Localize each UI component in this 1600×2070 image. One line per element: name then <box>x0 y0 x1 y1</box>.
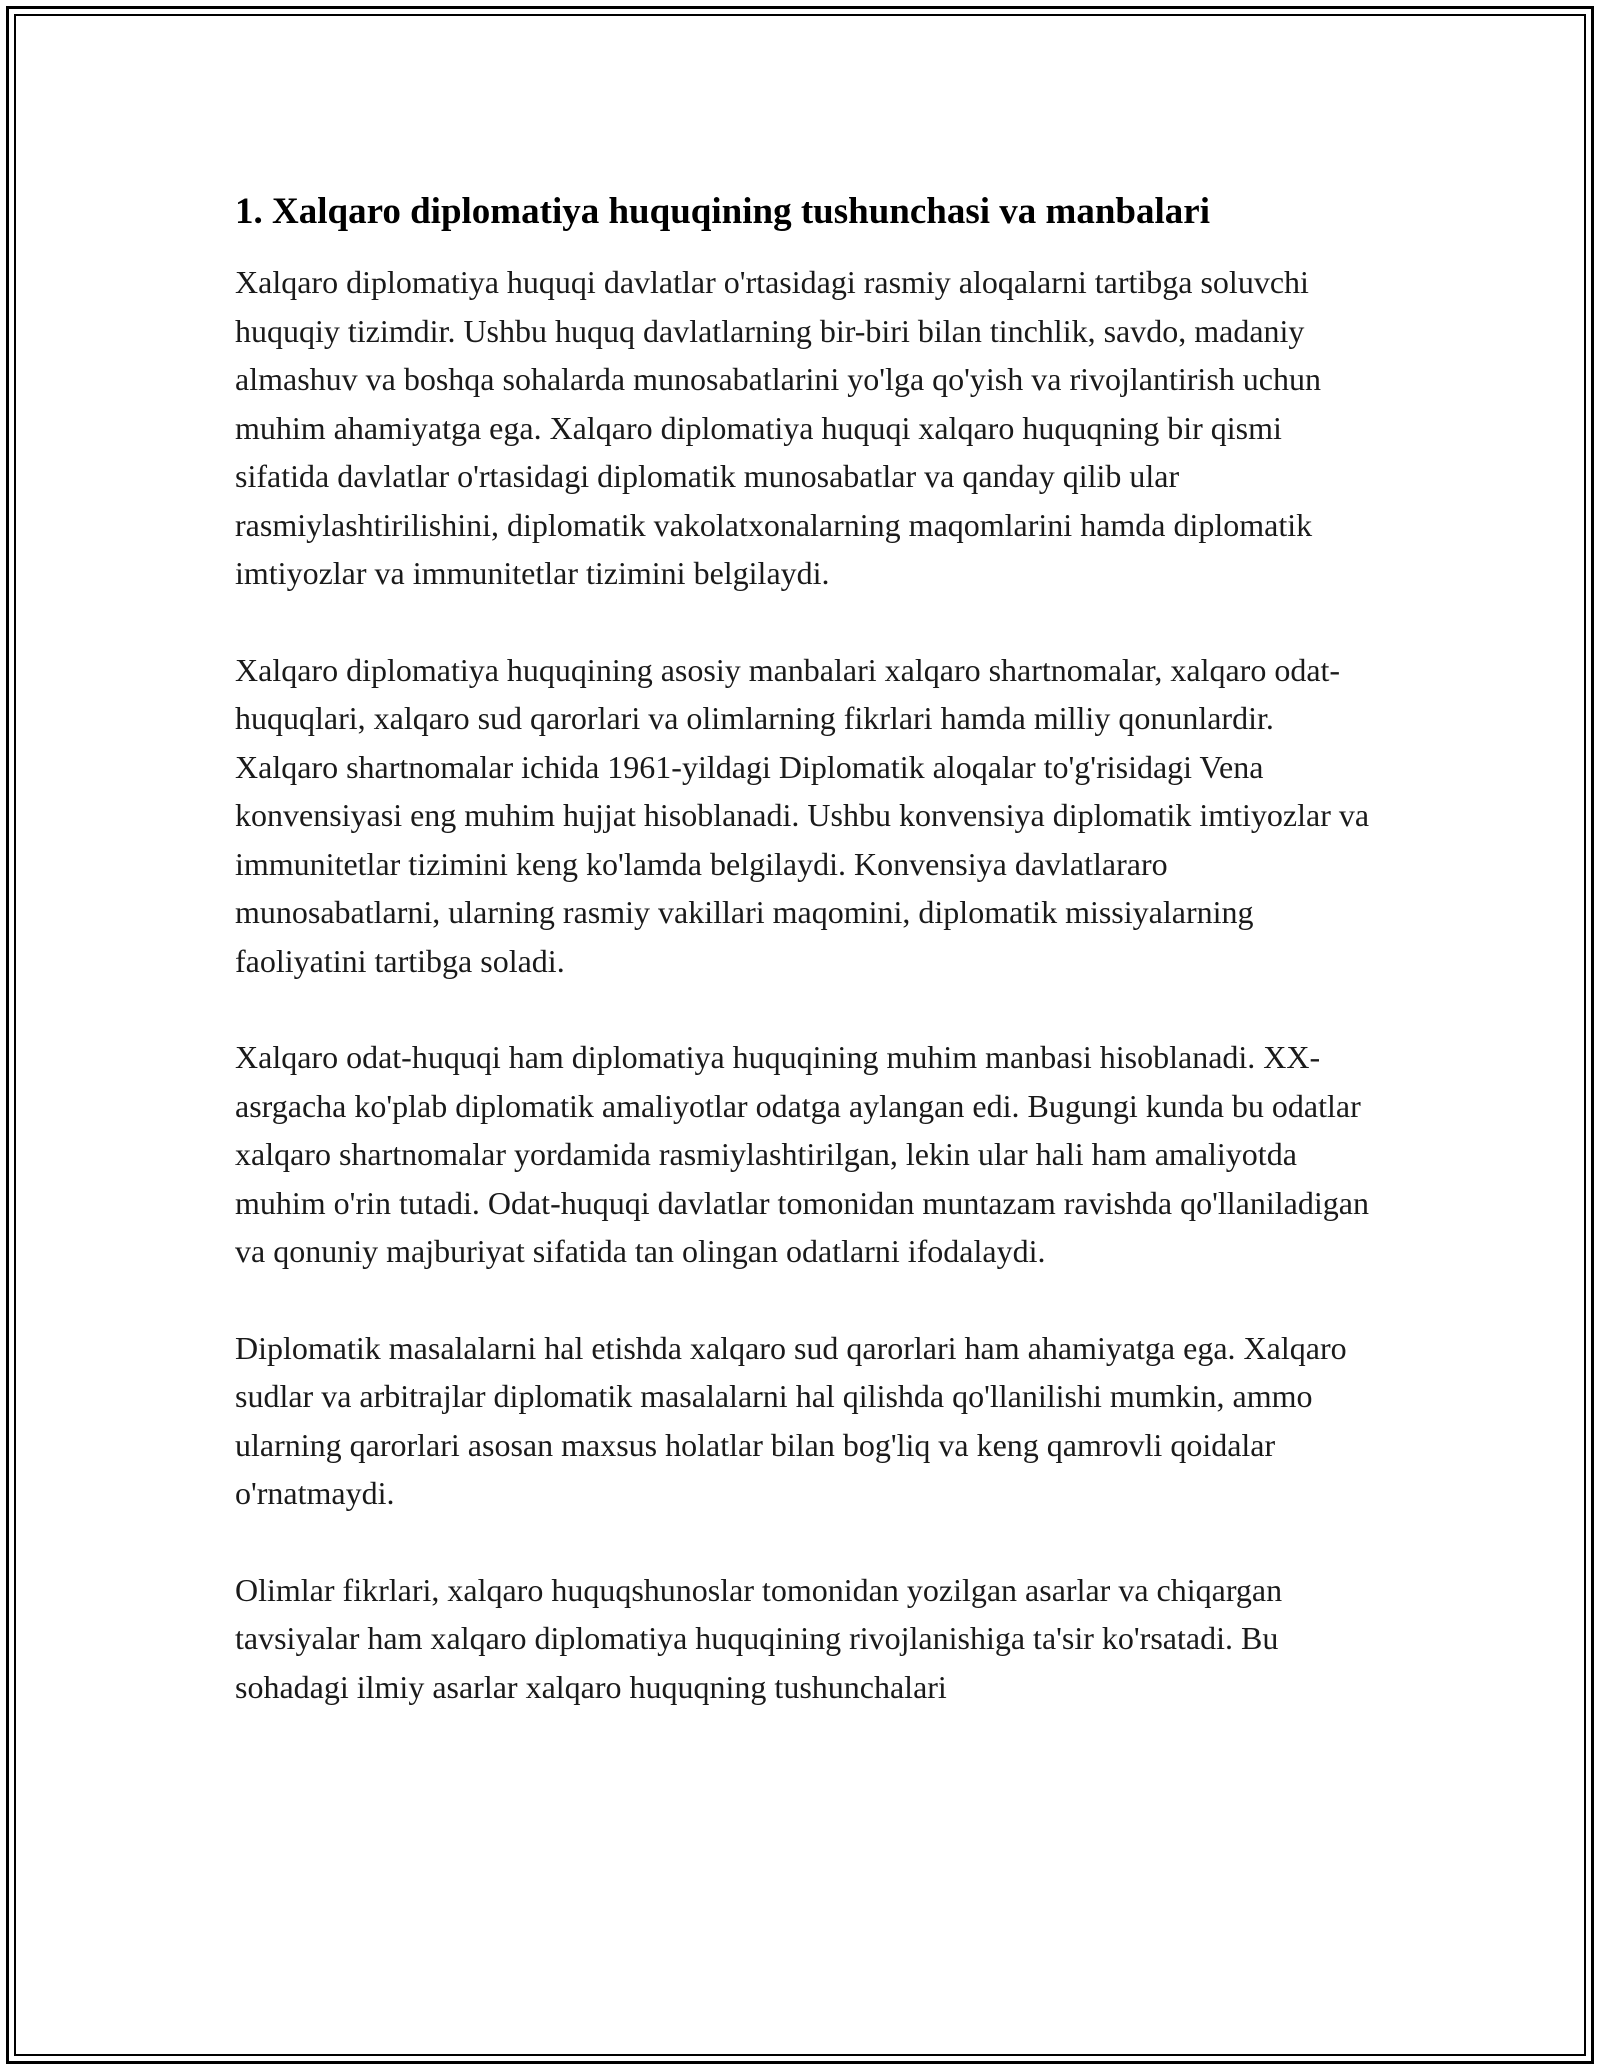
paragraph-customary-law: Xalqaro odat-huquqi ham diplomatiya huquqining muhim manbasi hisoblanadi. XX-asrgacha ko'plab diplomatik amaliyotlar odatga aylangan edi. Bugungi kunda bu odatlar xalqaro shartnomalar yordamida rasmiylashtirilgan, lekin ular hali ham amaliyotda muhim o'rin tutadi. Odat-huquqi davlatlar tomonidan muntazam ravishda qo'llaniladigan va qonuniy majburiyat sifatida tan olingan odatlarni ifodalaydi. <box>235 1039 1369 1269</box>
paragraph-scholars: Olimlar fikrlari, xalqaro huquqshunoslar tomonidan yozilgan asarlar va chiqargan tavsiyalar ham xalqaro diplomatiya huquqining rivojlanishiga ta'sir ko'rsatadi. Bu sohadagi ilmiy asarlar xalqaro huquqning tushunchalari <box>235 1571 1283 1705</box>
section-heading: 1. Xalqaro diplomatiya huquqining tushunchasi va manbalari <box>235 191 1210 232</box>
paragraph-sources: Xalqaro diplomatiya huquqining asosiy manbalari xalqaro shartnomalar, xalqaro odat-huquqlari, xalqaro sud qarorlari va olimlarning fikrlari hamda milliy qonunlardir. Xalqaro shartnomalar ichida 1961-yildagi Diplomatik aloqalar to'g'risidagi Vena konvensiyasi eng muhim hujjat hisoblanadi. Ushbu konvensiya diplomatik imtiyozlar va immunitetlar tizimini keng ko'lamda belgilaydi. Konvensiya davlatlararo munosabatlarni, ularning rasmiy vakillari maqomini, diplomatik missiyalarning faoliyatini tartibga soladi. <box>235 651 1370 979</box>
paragraph-intro: Xalqaro diplomatiya huquqi davlatlar o'rtasidagi rasmiy aloqalarni tartibga soluvchi huquqiy tizimdir. Ushbu huquq davlatlarning bir-biri bilan tinchlik, savdo, madaniy almashuv va boshqa sohalarda munosabatlarini yo'lga qo'yish va rivojlantirish uchun muhim ahamiyatga ega. Xalqaro diplomatiya huquqi xalqaro huquqning bir qismi sifatida davlatlar o'rtasidagi diplomatik munosabatlar va qanday qilib ular rasmiylashtirilishini, diplomatik vakolatxonalarning maqomlarini hamda diplomatik imtiyozlar va immunitetlar tizimini belgilaydi. <box>235 264 1321 591</box>
paragraph-court-decisions: Diplomatik masalalarni hal etishda xalqaro sud qarorlari ham ahamiyatga ega. Xalqaro sudlar va arbitrajlar diplomatik masalalarni hal qilishda qo'llanilishi mumkin, ammo ularning qarorlari asosan maxsus holatlar bilan bog'liq va keng qamrovli qoidalar o'rnatmaydi. <box>235 1329 1347 1511</box>
document-body <box>235 188 1375 1759</box>
